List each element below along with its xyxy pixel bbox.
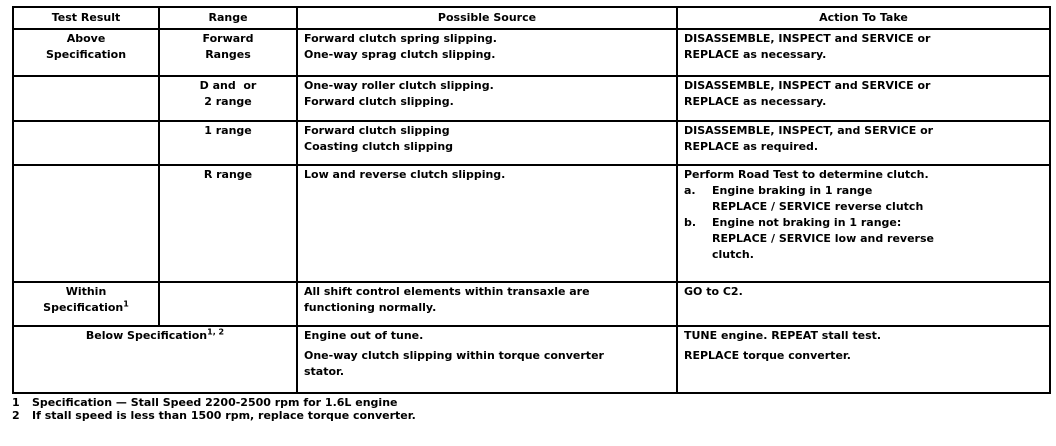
test-result-text	[20, 300, 152, 316]
possible-source-cell	[297, 165, 677, 282]
table-row	[13, 121, 1050, 165]
action-cell	[677, 76, 1050, 121]
footnote	[12, 409, 1049, 422]
test-result-text: Within	[65, 285, 107, 298]
range-text: 2 range	[204, 95, 252, 108]
action-text: REPLACE / SERVICE reverse clutch	[712, 200, 924, 213]
source-text: Forward clutch slipping	[304, 124, 450, 137]
stall-test-table-page	[12, 6, 1049, 422]
action-text: DISASSEMBLE, INSPECT and SERVICE or	[684, 32, 931, 45]
list-marker: a.	[684, 184, 696, 197]
possible-source-cell	[297, 121, 677, 165]
action-cell	[677, 165, 1050, 282]
source-text: Coasting clutch slipping	[304, 140, 454, 153]
footnote-number: 1	[12, 396, 20, 409]
action-text: REPLACE / SERVICE low and reverse	[712, 232, 934, 245]
action-text: Engine braking in 1 range	[712, 184, 873, 197]
source-text: Forward clutch spring slipping.	[304, 32, 497, 45]
list-marker: b.	[684, 216, 697, 229]
table-row	[13, 29, 1050, 76]
range-cell	[159, 121, 297, 165]
test-result-text	[20, 328, 290, 344]
possible-source-cell	[297, 326, 677, 393]
test-result-cell	[13, 29, 159, 76]
test-result-text: Above	[66, 32, 106, 45]
action-cell	[677, 121, 1050, 165]
action-text: DISASSEMBLE, INSPECT and SERVICE or	[684, 79, 931, 92]
table-row	[13, 76, 1050, 121]
source-text: One-way sprag clutch slipping.	[304, 48, 496, 61]
table-row	[13, 326, 1050, 393]
header-action: Action To Take	[677, 7, 1050, 29]
action-text: REPLACE as necessary.	[684, 95, 827, 108]
source-text: Forward clutch slipping.	[304, 95, 454, 108]
header-range: Range	[159, 7, 297, 29]
action-list-item	[684, 183, 1043, 199]
source-text: One-way clutch slipping within torque converter	[304, 349, 604, 362]
action-cell	[677, 326, 1050, 393]
action-cell	[677, 282, 1050, 326]
range-cell	[159, 29, 297, 76]
table-header-row	[13, 7, 1050, 29]
action-cell	[677, 29, 1050, 76]
range-cell	[159, 282, 297, 326]
stall-test-table	[12, 6, 1051, 394]
source-text: Engine out of tune.	[304, 329, 424, 342]
source-text: Low and reverse clutch slipping.	[304, 168, 506, 181]
test-result-cell	[13, 326, 297, 393]
test-result-text: Below Specification	[85, 329, 208, 342]
range-text: D and or	[199, 79, 257, 92]
range-text: Forward	[202, 32, 254, 45]
footnote-ref: 1	[123, 299, 129, 309]
range-cell	[159, 76, 297, 121]
action-text: TUNE engine. REPEAT stall test.	[684, 329, 882, 342]
action-text: GO to C2.	[684, 285, 743, 298]
test-result-cell	[13, 282, 159, 326]
footnotes	[12, 396, 1049, 422]
source-text: stator.	[304, 365, 345, 378]
footnote	[12, 396, 1049, 409]
source-text: All shift control elements within transaxle are	[304, 285, 590, 298]
test-result-cell	[13, 165, 159, 282]
action-text: Engine not braking in 1 range:	[712, 216, 902, 229]
footnote-text: Specification — Stall Speed 2200-2500 rpm for 1.6L engine	[32, 396, 398, 409]
table-row	[13, 165, 1050, 282]
action-text: Perform Road Test to determine clutch.	[684, 168, 929, 181]
action-text: REPLACE as required.	[684, 140, 819, 153]
action-text: DISASSEMBLE, INSPECT, and SERVICE or	[684, 124, 934, 137]
test-result-text: Specification	[45, 48, 127, 61]
test-result-text: Specification	[43, 301, 124, 314]
range-text: Ranges	[205, 48, 251, 61]
header-test-result: Test Result	[13, 7, 159, 29]
action-text: REPLACE as necessary.	[684, 48, 827, 61]
footnote-ref: 1, 2	[207, 327, 225, 337]
action-list-item	[684, 215, 1043, 231]
possible-source-cell	[297, 76, 677, 121]
table-row	[13, 282, 1050, 326]
test-result-cell	[13, 121, 159, 165]
range-text: R range	[203, 168, 253, 181]
possible-source-cell	[297, 282, 677, 326]
range-cell	[159, 165, 297, 282]
test-result-cell	[13, 76, 159, 121]
footnote-number: 2	[12, 409, 20, 422]
source-text: functioning normally.	[304, 301, 437, 314]
header-possible-source: Possible Source	[297, 7, 677, 29]
footnote-text: If stall speed is less than 1500 rpm, replace torque converter.	[32, 409, 416, 422]
source-text: One-way roller clutch slipping.	[304, 79, 494, 92]
action-text: clutch.	[712, 248, 754, 261]
possible-source-cell	[297, 29, 677, 76]
range-text: 1 range	[204, 124, 252, 137]
action-text: REPLACE torque converter.	[684, 349, 851, 362]
